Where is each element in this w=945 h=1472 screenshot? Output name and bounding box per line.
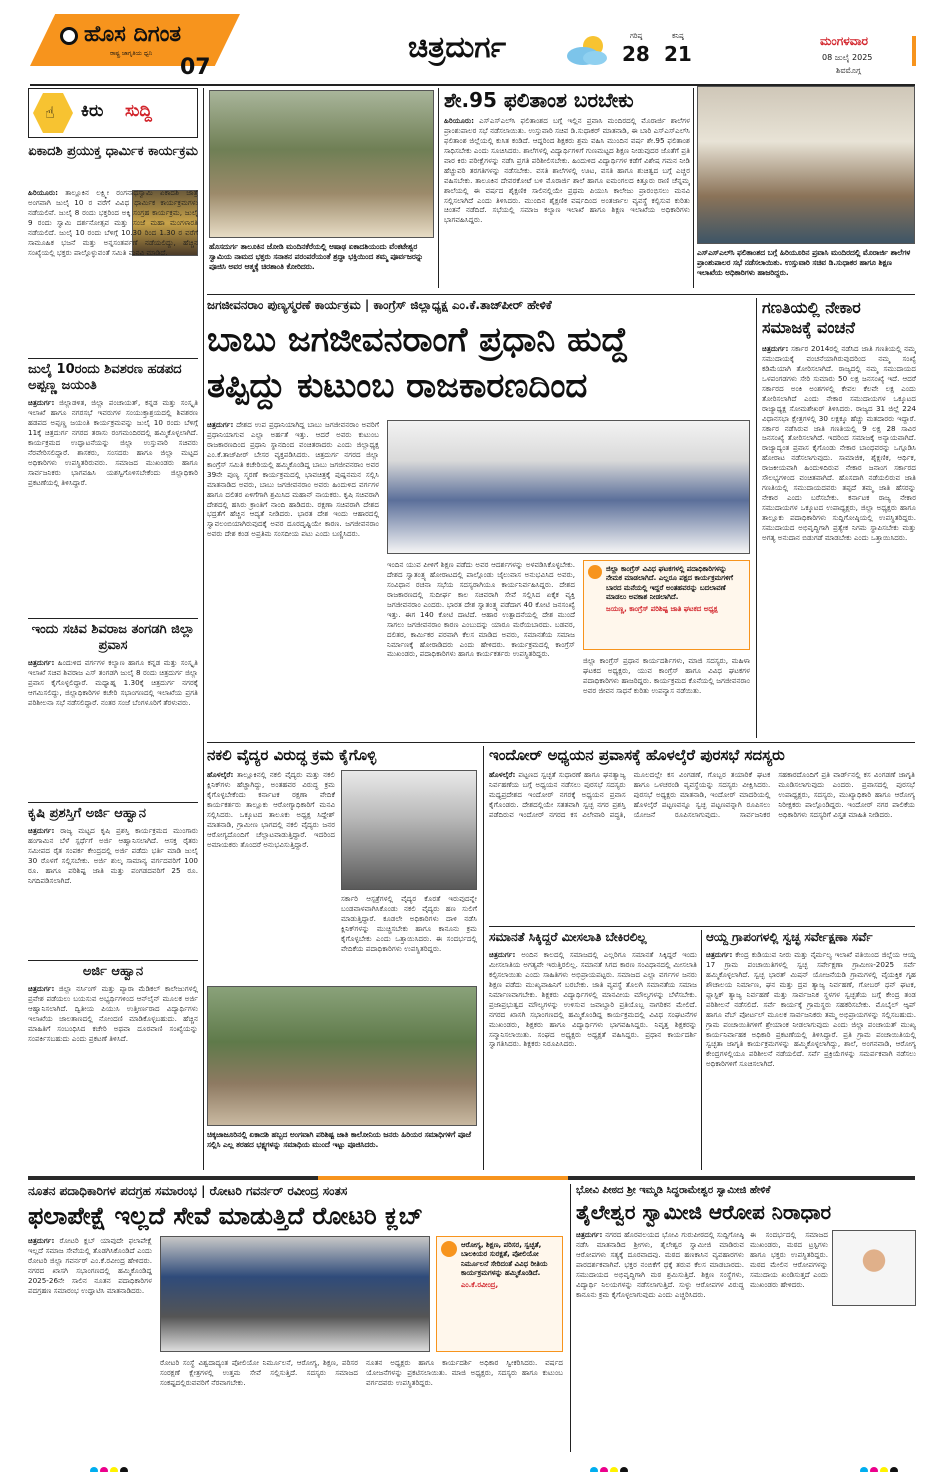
survey-dateline: ಚಿತ್ರದುರ್ಗ:: [706, 950, 733, 959]
chikkajajur-photo: [207, 986, 477, 1126]
kiru-rule-3: [28, 802, 198, 803]
bhovi-col-1-body: ನಗರದ ಹೊರವಲಯದ ಭೋವಿ ಗುರುಪೀಠದಲ್ಲಿ ಸುದ್ದಿಗೋಷ್ಠಿ ನಡೆಸಿ ಮಾತನಾಡಿದ ಶ್ರೀಗಳು, ತೈಲೇಶ್ವರ ಸ್ವಾಮೀಜಿ ಮಾಡಿರುವ ಆರೋಪಗಳು ಸತ್ಯಕ್ಕೆ ದೂರವಾದವು. ಮಠದ ಹಣಕಾಸಿನ ವ್ಯವಹಾರಗಳು ಪಾರದರ್ಶಕವಾಗಿವೆ. ಭಕ್ತರ ನಂಬಿಕೆಗೆ ಧಕ್ಕೆ ತರುವ ಕೆಲಸ ಮಾಡಬಾರದು.: [576, 1230, 744, 1269]
kiru-item-4-body: ರಾಜ್ಯ ಮಟ್ಟದ ಕೃಷಿ ಪ್ರಶಸ್ತಿ ಕಾರ್ಯಕ್ರಮದ ಮುಂಗಾರು ಹಂಗಾಮಿನ ಬೆಳೆ ಸ್ಪರ್ಧೆಗೆ ಅರ್ಜಿ ಆಹ್ವಾನಿಸಲಾಗಿದೆ. ಆಸಕ್ತ ರೈತರು ಸಮೀಪದ ರೈತ ಸಂಪರ್ಕ ಕೇಂದ್ರದಲ್ಲಿ ಅರ್ಜಿ ಪಡೆದು ಭರ್ತಿ ಮಾಡಿ ಜುಲೈ 30 ರೊಳಗೆ ಸಲ್ಲಿಸಬೇಕು. ಅರ್ಜಿ ಶುಲ್ಕ ಸಾಮಾನ್ಯ ವರ್ಗದವರಿಗೆ 100 ರೂ. ಹಾಗೂ ಪರಿಶಿಷ್ಟ ಜಾತಿ ಮತ್ತು ಪಂಗಡದವರಿಗೆ 25 ರೂ. ನಿಗದಿಪಡಿಸಲಾಗಿದೆ.: [28, 826, 198, 885]
kiru-item-2-head: ಜುಲೈ 10ರಂದು ಶಿವಶರಣ ಹಡಪದ ಅಪ್ಪಣ್ಣ ಜಯಂತಿ: [28, 362, 182, 394]
kiru-item-1-text: [28, 188, 198, 354]
masthead-date: 08 ಜುಲೈ 2025: [822, 53, 873, 62]
kiru-rule-2: [28, 618, 198, 619]
fake-doctors-dateline: ಹೊಳಲ್ಕೆರೆ:: [207, 770, 234, 779]
bhovi-col-2: [750, 1230, 916, 1452]
kiru-item-5-text: [28, 984, 198, 1170]
rotary-story: [28, 1184, 563, 1452]
lead-story: [207, 298, 750, 738]
weavers-text: [762, 344, 916, 738]
top-row-rule: [207, 294, 915, 295]
kiru-item-2-dateline: ಚಿತ್ರದುರ್ಗ:: [28, 398, 55, 407]
bottom-color-strip-mid: [318, 1176, 568, 1180]
kiru-item-2-body: ಜಿಲ್ಲಾಡಳಿತ, ಜಿಲ್ಲಾ ಪಂಚಾಯತ್, ಕನ್ನಡ ಮತ್ತು ಸಂಸ್ಕೃತಿ ಇಲಾಖೆ ಹಾಗೂ ನಗರಸಭೆ ಇವರುಗಳ ಸಂಯುಕ್ತಾಶ್ರಯದಲ್ಲಿ ಶಿವಶರಣ ಹಡಪದ ಅಪ್ಪಣ್ಣ ಜಯಂತಿ ಕಾರ್ಯಕ್ರಮವನ್ನು ಜುಲೈ 10 ರಂದು ಬೆಳಿಗ್ಗೆ 11ಕ್ಕೆ ಚಿತ್ರದುರ್ಗ ನಗರದ ತರಾಸು ರಂಗಮಂದಿರದಲ್ಲಿ ಹಮ್ಮಿಕೊಳ್ಳಲಾಗಿದೆ. ಕಾರ್ಯಕ್ರಮದ ಉದ್ಘಾಟನೆಯನ್ನು ಜಿಲ್ಲಾ ಉಸ್ತುವಾರಿ ಸಚಿವರು ನೆರವೇರಿಸಲಿದ್ದಾರೆ. ಶಾಸಕರು, ಸಂಸದರು ಹಾಗೂ ಜಿಲ್ಲಾ ಮಟ್ಟದ ಅಧಿಕಾರಿಗಳು ಉಪಸ್ಥಿತರಿರುವರು. ಸಮಾಜದ ಮುಖಂಡರು ಹಾಗೂ ಸಾರ್ವಜನಿಕರು ಭಾಗವಹಿಸಿ ಯಶಸ್ವಿಗೊಳಿಸಬೇಕೆಂದು ಜಿಲ್ಲಾಧಿಕಾರಿ ಪ್ರಕಟಣೆಯಲ್ಲಿ ತಿಳಿಸಿದ್ದಾರೆ.: [28, 398, 199, 487]
rotary-dateline: ಚಿತ್ರದುರ್ಗ:: [28, 1236, 55, 1245]
fake-doctors-text-2: [341, 894, 477, 978]
masthead-logo-sub: ರಾಷ್ಟ್ರ ಜಾಗೃತಿಯ ಧ್ವನಿ: [110, 50, 153, 57]
sslc-meeting-photo: [697, 86, 915, 244]
kiru-item-4-text: [28, 826, 198, 956]
masthead: [0, 0, 945, 86]
bhovi-col-1: [576, 1230, 744, 1452]
masthead-place: ಶಿವಮೊಗ್ಗ: [836, 66, 861, 75]
max-temp: 28: [622, 42, 650, 66]
rotary-headline: ಫಲಾಪೇಕ್ಷೆ ಇಲ್ಲದೆ ಸೇವೆ ಮಾಡುತ್ತಿದೆ ರೋಟರಿ ಕ್ಲಬ್: [28, 1202, 423, 1230]
survey-body: ಕೇಂದ್ರ ಕುಡಿಯುವ ನೀರು ಮತ್ತು ನೈರ್ಮಲ್ಯ ಇಲಾಖೆ ವತಿಯಿಂದ ಜಿಲ್ಲೆಯ ಆಯ್ದ 17 ಗ್ರಾಮ ಪಂಚಾಯಿತಿಗಳಲ್ಲಿ ಸ್ವಚ್ಛ ಸರ್ವೇಕ್ಷಣಾ ಗ್ರಾಮೀಣ-2025 ಸರ್ವೆ ಹಮ್ಮಿಕೊಳ್ಳಲಾಗಿದೆ. ಸ್ವಚ್ಛ ಭಾರತ್ ಮಿಷನ್ ಯೋಜನೆಯಡಿ ಗ್ರಾಮಗಳಲ್ಲಿ ವೈಯಕ್ತಿಕ ಗೃಹ ಶೌಚಾಲಯ ನಿರ್ಮಾಣ, ಘನ ಮತ್ತು ದ್ರವ ತ್ಯಾಜ್ಯ ನಿರ್ವಹಣೆ, ಗೋಬರ್ ಧನ್ ಘಟಕ, ಪ್ಲಾಸ್ಟಿಕ್ ತ್ಯಾಜ್ಯ ನಿರ್ವಹಣೆ ಮತ್ತು ಸಾರ್ವಜನಿಕ ಸ್ಥಳಗಳ ಸ್ವಚ್ಛತೆಯ ಬಗ್ಗೆ ಕೇಂದ್ರ ತಂಡ ಪರಿಶೀಲನೆ ನಡೆಸಲಿದೆ. ಸರ್ವೆ ಕಾರ್ಯಕ್ಕೆ ಗ್ರಾಮಸ್ಥರು ಸಹಕರಿಸಬೇಕು. ಮೊಬೈಲ್ ಆ್ಯಪ್ ಹಾಗೂ ವೆಬ್ ಪೋರ್ಟಲ್ ಮೂಲಕ ಸಾರ್ವಜನಿಕರು ತಮ್ಮ ಅಭಿಪ್ರಾಯಗಳನ್ನು ಸಲ್ಲಿಸಬಹುದು. ಗ್ರಾಮ ಪಂಚಾಯಿತಿಗಳಿಗೆ ಶ್ರೇಯಾಂಕ ನೀಡಲಾಗುವುದು ಎಂದು ಜಿಲ್ಲಾ ಪಂಚಾಯತ್ ಮುಖ್ಯ ಕಾರ್ಯನಿರ್ವಾಹಕ ಅಧಿಕಾರಿ ಪ್ರಕಟಣೆಯಲ್ಲಿ ತಿಳಿಸಿದ್ದಾರೆ. ಪ್ರತಿ ಗ್ರಾಮ ಪಂಚಾಯಿತಿಯಲ್ಲಿ ಸ್ವಚ್ಛತಾ ಜಾಗೃತಿ ಕಾರ್ಯಕ್ರಮಗಳನ್ನು ಹಮ್ಮಿಕೊಳ್ಳಲಾಗಿದ್ದು, ಶಾಲೆ, ಅಂಗನವಾಡಿ, ಆರೋಗ್ಯ ಕೇಂದ್ರಗಳಲ್ಲಿಯೂ ಪರಿಶೀಲನೆ ನಡೆಯಲಿದೆ. ಸರ್ವೆ ಪ್ರಕ್ರಿಯೆಗಳನ್ನು ಸಮರ್ಪಕವಾಗಿ ನಡೆಸಲು ಅಧಿಕಾರಿಗಳಿಗೆ ಸೂಚಿಸಲಾಗಿದೆ.: [706, 950, 916, 1069]
indore-rule: [489, 926, 915, 927]
weather-icon: [565, 32, 613, 68]
fake-doctors-text-1: [207, 770, 335, 978]
sslc-story: [444, 88, 690, 292]
lead-col-3: [387, 560, 575, 738]
fake-doctors-photo: [341, 770, 477, 890]
kirusuddi-divider: [203, 88, 204, 1170]
rotary-col-3: [366, 1358, 563, 1452]
bottom-color-strip-right: [568, 1176, 915, 1180]
rotary-col-2-body: ರೋಟರಿ ಸಂಸ್ಥೆ ವಿಶ್ವದಾದ್ಯಂತ ಪೋಲಿಯೋ ನಿರ್ಮೂಲನೆ, ಆರೋಗ್ಯ, ಶಿಕ್ಷಣ, ಪರಿಸರ ಸಂರಕ್ಷಣೆ ಕ್ಷೇತ್ರಗಳಲ್ಲಿ ಉತ್ತಮ ಸೇವೆ ಸಲ್ಲಿಸುತ್ತಿದೆ. ಸದಸ್ಯರು ಸಮಾಜದ ಸಂಕಷ್ಟದಲ್ಲಿರುವವರಿಗೆ ನೆರವಾಗಬೇಕು.: [160, 1358, 358, 1387]
kiru-item-5: [28, 964, 198, 1170]
teachers-body: ಅಂದಿನ ಕಾಲದಲ್ಲಿ ಸಮಾಜದಲ್ಲಿ ಎಲ್ಲರಿಗೂ ಸಮಾನತೆ ಸಿಕ್ಕಿದ್ದರೆ ಇಂದು ಮೀಸಲಾತಿಯ ಅಗತ್ಯವೇ ಇರುತ್ತಿರಲಿಲ್ಲ. ಸಮಾನತೆ ಸಿಗದ ಕಾರಣ ಸಂವಿಧಾನದಲ್ಲಿ ಮೀಸಲಾತಿ ಕಲ್ಪಿಸಲಾಯಿತು ಎಂದು ಸಾಹಿತಿಗಳು ಅಭಿಪ್ರಾಯಪಟ್ಟರು. ಸಮಾಜದ ಎಲ್ಲಾ ವರ್ಗಗಳ ಜನರು ಶಿಕ್ಷಣ ಪಡೆದು ಮುಖ್ಯವಾಹಿನಿಗೆ ಬರಬೇಕು. ಜಾತಿ ವ್ಯವಸ್ಥೆ ತೊಲಗಿ ಸಮಾನತೆಯ ಸಮಾಜ ನಿರ್ಮಾಣವಾಗಬೇಕು. ಶಿಕ್ಷಕರು ವಿದ್ಯಾರ್ಥಿಗಳಲ್ಲಿ ಮಾನವೀಯ ಮೌಲ್ಯಗಳನ್ನು ಬೆಳೆಸಬೇಕು. ಪ್ರಜಾಪ್ರಭುತ್ವದ ಮೌಲ್ಯಗಳನ್ನು ಉಳಿಸುವ ಜವಾಬ್ದಾರಿ ಪ್ರತಿಯೊಬ್ಬ ನಾಗರಿಕನ ಮೇಲಿದೆ. ನಗರದ ಖಾಸಗಿ ಸಭಾಂಗಣದಲ್ಲಿ ಹಮ್ಮಿಕೊಂಡಿದ್ದ ಕಾರ್ಯಕ್ರಮದಲ್ಲಿ ವಿವಿಧ ಸಂಘಟನೆಗಳ ಮುಖಂಡರು, ಶಿಕ್ಷಕರು ಹಾಗೂ ವಿದ್ಯಾರ್ಥಿಗಳು ಭಾಗವಹಿಸಿದ್ದರು. ನಿವೃತ್ತ ಶಿಕ್ಷಕರನ್ನು ಸನ್ಮಾನಿಸಲಾಯಿತು. ಸಂಘದ ಅಧ್ಯಕ್ಷರು ಅಧ್ಯಕ್ಷತೆ ವಹಿಸಿದ್ದರು. ಪ್ರಧಾನ ಕಾರ್ಯದರ್ಶಿ ಸ್ವಾಗತಿಸಿದರು. ಶಿಕ್ಷಕರು ನಿರೂಪಿಸಿದರು.: [489, 950, 697, 1049]
lead-col-4-body: ಜಿಲ್ಲಾ ಕಾಂಗ್ರೆಸ್ ಪ್ರಧಾನ ಕಾರ್ಯದರ್ಶಿಗಳು, ಮಾಜಿ ಸದಸ್ಯರು, ಮಹಿಳಾ ಘಟಕದ ಅಧ್ಯಕ್ಷರು, ಯುವ ಕಾಂಗ್ರೆಸ್ ಹಾಗೂ ವಿವಿಧ ಘಟಕಗಳ ಪದಾಧಿಕಾರಿಗಳು ಹಾಜರಿದ್ದರು. ಕಾರ್ಯಕ್ರಮದ ಕೊನೆಯಲ್ಲಿ ಜಗಜೀವನರಾಂ ಅವರ ಜೀವನ ಸಾಧನೆ ಕುರಿತು ಉಪನ್ಯಾಸ ನಡೆಯಿತು.: [583, 656, 750, 695]
sslc-dateline: ಹಿರಿಯೂರು:: [444, 116, 474, 125]
bhovi-story: [576, 1184, 916, 1452]
rotary-col-2: [160, 1358, 358, 1452]
rotary-photo: [160, 1236, 430, 1352]
sslc-head: ಶೇ.95 ಫಲಿತಾಂಶ ಬರಬೇಕು: [444, 88, 634, 112]
survey-text: [706, 950, 916, 1170]
registration-dots-mid: [590, 1460, 630, 1472]
teachers-text: [489, 950, 697, 1170]
fake-doctors-story: [207, 746, 477, 1170]
indore-head: ಇಂದೋರ್ ಅಧ್ಯಯನ ಪ್ರವಾಸಕ್ಕೆ ಹೊಳಲ್ಕೆರೆ ಪುರಸಭೆ ಸದಸ್ಯರು: [489, 746, 785, 764]
bhovi-col-3-body: ಈ ಸಂದರ್ಭದಲ್ಲಿ ಸಮಾಜದ ಮುಖಂಡರು, ಮಠದ ಟ್ರಸ್ಟಿಗಳು ಹಾಗೂ ಭಕ್ತರು ಉಪಸ್ಥಿತರಿದ್ದರು. ಮಠದ ಮೇಲಿನ ಆರೋಪಗಳನ್ನು ಸಮುದಾಯ ಖಂಡಿಸುತ್ತದೆ ಎಂದು ಮುಖಂಡರು ಹೇಳಿದರು.: [750, 1230, 828, 1289]
kiru-item-3-text: [28, 658, 198, 798]
bhovi-col-2-body: ಸಮುದಾಯದ ಅಭಿವೃದ್ಧಿಗಾಗಿ ಮಠ ಶ್ರಮಿಸುತ್ತಿದೆ. ಶಿಕ್ಷಣ ಸಂಸ್ಥೆಗಳು, ವಿದ್ಯಾರ್ಥಿ ನಿಲಯಗಳನ್ನು ನಡೆಸಲಾಗುತ್ತಿದೆ. ಸುಳ್ಳು ಆರೋಪಗಳ ವಿರುದ್ಧ ಕಾನೂನು ಕ್ರಮ ಕೈಗೊಳ್ಳಲಾಗುವುದು ಎಂದು ಎಚ್ಚರಿಸಿದರು.: [576, 1269, 744, 1299]
top-divider-2: [693, 88, 694, 288]
lead-divider: [756, 298, 757, 738]
masthead-day: ಮಂಗಳವಾರ: [820, 34, 869, 48]
ancestor-pooja-caption: ಹೊಸದುರ್ಗ ತಾಲೂಕಿನ ಜೋಡಿ ಮಂದಿನಕೆರೆಯಲ್ಲಿ ಆಷಾಢ ಏಕಾದಶಿಯಂದು ವೆಂಕಟೇಶ್ವರ ಸ್ವಾಮಿಯ ನಾಮದ ಭಕ್ತರು ಸನಾತನ ಪರಂಪರೆಯಂತೆ ಶ್ರದ್ಧಾ ಭಕ್ತಿಯಿಂದ ತಮ್ಮ ಪೂರ್ವಜರನ್ನು ಪೂಜಿಸಿ ಅವರ ಆತ್ಮಕ್ಕೆ ಚಿರಶಾಂತಿ ಕೋರಿದರು.: [209, 242, 424, 271]
kirusuddi-title-b: ಸುದ್ದಿ: [125, 101, 152, 121]
lead-col-1: [207, 420, 379, 738]
lead-headline-2: ತಪ್ಪಿದ್ದು ಕುಟುಂಬ ರಾಜಕಾರಣದಿಂದ: [207, 366, 588, 406]
min-temp-label: ಕನಿಷ್ಠ: [672, 32, 684, 40]
kiru-item-5-head: ಅರ್ಜಿ ಆಹ್ವಾನ: [82, 964, 144, 979]
kiru-rule-1: [28, 358, 198, 359]
fake-doctors-body-2: ಸರ್ಕಾರಿ ಆಸ್ಪತ್ರೆಗಳಲ್ಲಿ ವೈದ್ಯರ ಕೊರತೆ ಇರುವುದನ್ನೇ ಬಂಡವಾಳವಾಗಿಸಿಕೊಂಡು ನಕಲಿ ವೈದ್ಯರು ಹಣ ಸುಲಿಗೆ ಮಾಡುತ್ತಿದ್ದಾರೆ. ಕೂಡಲೇ ಅಧಿಕಾರಿಗಳು ದಾಳಿ ನಡೆಸಿ ಕ್ಲಿನಿಕ್‍ಗಳನ್ನು ಮುಚ್ಚಿಸಬೇಕು ಹಾಗೂ ಕಾನೂನು ಕ್ರಮ ಕೈಗೊಳ್ಳಬೇಕು ಎಂದು ಒತ್ತಾಯಿಸಿದರು. ಈ ಸಂದರ್ಭದಲ್ಲಿ ವೇದಿಕೆಯ ಪದಾಧಿಕಾರಿಗಳು ಉಪಸ್ಥಿತರಿದ್ದರು.: [341, 894, 477, 953]
sslc-caption: ಎಸ್‍ಎಸ್‍ಎಲ್‍ಸಿ ಫಲಿತಾಂಶದ ಬಗ್ಗೆ ಹಿರಿಯೂರಿನ ಪ್ರವಾಸಿ ಮಂದಿರದಲ್ಲಿ ಮೊರಾರ್ಜಿ ಶಾಲೆಗಳ ಪ್ರಾಂಶುಪಾಲರ ಸಭೆ ನಡೆಸಲಾಯಿತು. ಉಸ್ತುವಾರಿ ಸಚಿವ ಡಿ.ಸುಧಾಕರ ಹಾಗೂ ಶಿಕ್ಷಣ ಇಲಾಖೆಯ ಅಧಿಕಾರಿಗಳು ಹಾಜರಿದ್ದರು.: [697, 248, 911, 277]
registration-dots-right: [860, 1460, 900, 1472]
kiru-item-1-head: ಏಕಾದಶಿ ಪ್ರಯುಕ್ತ ಧಾರ್ಮಿಕ ಕಾರ್ಯಕ್ರಮ: [28, 144, 198, 159]
max-temp-label: ಗರಿಷ್ಠ: [630, 32, 643, 40]
kiru-item-4-dateline: ಚಿತ್ರದುರ್ಗ:: [28, 826, 55, 835]
congress-event-photo: [387, 420, 750, 554]
rotary-col-1: [28, 1236, 152, 1452]
sslc-body: ಎಸ್‍ಎಸ್‍ಎಲ್‍ಸಿ ಫಲಿತಾಂಶದ ಬಗ್ಗೆ ಇಲ್ಲಿನ ಪ್ರವಾಸಿ ಮಂದಿರದಲ್ಲಿ ಮೊರಾರ್ಜಿ ಶಾಲೆಗಳ ಪ್ರಾಂಶುಪಾಲರ ಸಭೆ ನಡೆಸಲಾಯಿತು. ಉಸ್ತುವಾರಿ ಸಚಿವ ಡಿ.ಸುಧಾಕರ್ ಮಾತನಾಡಿ, ಈ ಬಾರಿ ಎಸ್‍ಎಸ್‍ಎಲ್‍ಸಿ ಫಲಿತಾಂಶ ಜಿಲ್ಲೆಯಲ್ಲಿ ಕುಸಿತ ಕಂಡಿದೆ. ಆದ್ದರಿಂದ ಶಿಕ್ಷಕರು ಶ್ರಮ ವಹಿಸಿ ಮುಂದಿನ ವರ್ಷ ಶೇ.95 ಫಲಿತಾಂಶ ಸಾಧಿಸಬೇಕು ಎಂದು ಸೂಚಿಸಿದರು. ಶಾಲೆಗಳಲ್ಲಿ ವಿದ್ಯಾರ್ಥಿಗಳಿಗೆ ಗುಣಮಟ್ಟದ ಶಿಕ್ಷಣ ನೀಡುವುದರ ಜೊತೆಗೆ ಪ್ರತಿ ವಾರ ಕಿರು ಪರೀಕ್ಷೆಗಳನ್ನು ನಡೆಸಿ ಪ್ರಗತಿ ಪರಿಶೀಲಿಸಬೇಕು. ಹಿಂದುಳಿದ ವಿದ್ಯಾರ್ಥಿಗಳ ಕಡೆಗೆ ವಿಶೇಷ ಗಮನ ನೀಡಿ ಹೆಚ್ಚುವರಿ ತರಗತಿಗಳನ್ನು ನಡೆಸಬೇಕು. ವಸತಿ ಶಾಲೆಗಳಲ್ಲಿ ಊಟ, ವಸತಿ ಹಾಗೂ ಶುಚಿತ್ವದ ಬಗ್ಗೆ ಎಚ್ಚರ ವಹಿಸಬೇಕು. ತಾಲೂಕಿನ ದೇವರಕೋಟೆ ಬಳಿ ಮೊರಾರ್ಜಿ ಶಾಲೆ ಹಾಗೂ ಐಮಂಗಲದ ಕಿತ್ತೂರು ರಾಣಿ ಚೆನ್ನಮ್ಮ ಶಾಲೆಯಲ್ಲಿ ಈ ವರ್ಷದ ಶೈಕ್ಷಣಿಕ ಸಾಲಿನಲ್ಲಿಯೇ ಪ್ರಥಮ ಪಿಯುಸಿ ಕಾಲೇಜು ಪ್ರಾರಂಭಿಸಲು ಮನವಿ ಸಲ್ಲಿಸಲಾಗಿದೆ ಎಂದು ತಿಳಿಸಿದರು. ಮುಂದಿನ ಶೈಕ್ಷಣಿಕ ವರ್ಷದಿಂದ ಅಂತರ್ಜಾಲ ವ್ಯವಸ್ಥೆ ಕಲ್ಪಿಸುವ ಕುರಿತು ಚಿಂತನೆ ನಡೆದಿದೆ. ಸಭೆಯಲ್ಲಿ ಸಮಾಜ ಕಲ್ಯಾಣ ಇಲಾಖೆ ಹಾಗೂ ಶಿಕ್ಷಣ ಇಲಾಖೆಯ ಅಧಿಕಾರಿಗಳು ಭಾಗವಹಿಸಿದ್ದರು.: [444, 116, 690, 225]
rotary-col-1-body: ರೋಟರಿ ಕ್ಲಬ್ ಯಾವುದೇ ಫಲಾಪೇಕ್ಷೆ ಇಲ್ಲದೆ ಸಮಾಜ ಸೇವೆಯಲ್ಲಿ ತೊಡಗಿಸಿಕೊಂಡಿದೆ ಎಂದು ರೋಟರಿ ಜಿಲ್ಲಾ ಗವರ್ನರ್ ಎಂ.ಕೆ.ರವೀಂದ್ರ ಹೇಳಿದರು. ನಗರದ ಖಾಸಗಿ ಸಭಾಂಗಣದಲ್ಲಿ ಹಮ್ಮಿಕೊಂಡಿದ್ದ 2025-26ನೇ ಸಾಲಿನ ನೂತನ ಪದಾಧಿಕಾರಿಗಳ ಪದಗ್ರಹಣ ಸಮಾರಂಭ ಉದ್ಘಾಟಿಸಿ ಮಾತನಾಡಿದರು.: [28, 1236, 152, 1295]
kiru-item-1-body: ತಾಲ್ಲೂಕಿನ ಲಕ್ಷ್ಮೀ ರಂಗನಾಥಸ್ವಾಮಿ ಏಕಾದಶಿ ಜಾತ್ರೆ ಅಂಗವಾಗಿ ಜುಲೈ 10 ರ ವರೆಗೆ ವಿವಿಧ ಧಾರ್ಮಿಕ ಕಾರ್ಯಕ್ರಮಗಳು ನಡೆಯಲಿವೆ. ಜುಲೈ 8 ರಂದು ಭಕ್ತರಿಂದ ಅಕ್ಕಿ ಸಂಗ್ರಹ ಕಾರ್ಯಕ್ರಮ, ಜುಲೈ 9 ರಂದು ಸ್ವಾಮಿ ದರ್ಶನೋತ್ಸವ ಮತ್ತು ಸಂಜೆ ಮಹಾ ಮಂಗಳಾರತಿ ನಡೆಯಲಿದೆ. ಜುಲೈ 10 ರಂದು ಬೆಳಿಗ್ಗೆ 10.30 ರಿಂದ 1.30 ರ ವರೆಗೆ ಸಾಮೂಹಿಕ ಭಜನೆ ಮತ್ತು ಅನ್ನಸಂತರ್ಪಣೆ ನಡೆಯಲಿದ್ದು, ಹೆಚ್ಚಿನ ಸಂಖ್ಯೆಯಲ್ಲಿ ಭಕ್ತರು ಪಾಲ್ಗೊಳ್ಳುವಂತೆ ಸಮಿತಿ ಮನವಿ ಮಾಡಿದೆ.: [28, 188, 198, 257]
rotary-kicker: ನೂತನ ಪದಾಧಿಕಾರಿಗಳ ಪದಗ್ರಹ ಸಮಾರಂಭ | ರೋಟರಿ ಗವರ್ನರ್ ರವೀಂದ್ರ ಸಂತಸ: [28, 1184, 348, 1198]
lead-headline-1: ಬಾಬು ಜಗಜೀವನರಾಂಗೆ ಪ್ರಧಾನಿ ಹುದ್ದೆ: [207, 320, 628, 360]
lead-dateline: ಚಿತ್ರದುರ್ಗ:: [207, 420, 234, 429]
fake-doctors-body-1: ತಾಲ್ಲೂಕಿನಲ್ಲಿ ನಕಲಿ ವೈದ್ಯರು ಮತ್ತು ನಕಲಿ ಕ್ಲಿನಿಕ್‍ಗಳು ಹೆಚ್ಚಾಗಿದ್ದು, ಅಂತಹವರ ವಿರುದ್ಧ ಕ್ರಮ ಕೈಗೊಳ್ಳಬೇಕೆಂದು ಕರ್ನಾಟಕ ರಕ್ಷಣಾ ವೇದಿಕೆ ಕಾರ್ಯಕರ್ತರು ತಾಲ್ಲೂಕು ಆರೋಗ್ಯಾಧಿಕಾರಿಗೆ ಮನವಿ ಸಲ್ಲಿಸಿದರು. ಒಕ್ಕೂಟದ ತಾಲೂಕು ಅಧ್ಯಕ್ಷ ಸಿದ್ದೇಶ್ ಮಾತನಾಡಿ, ಗ್ರಾಮೀಣ ಭಾಗದಲ್ಲಿ ನಕಲಿ ವೈದ್ಯರು ಜನರ ಆರೋಗ್ಯದೊಂದಿಗೆ ಚೆಲ್ಲಾಟವಾಡುತ್ತಿದ್ದಾರೆ. ಇದರಿಂದ ಅಮಾಯಕರು ತೊಂದರೆ ಅನುಭವಿಸುತ್ತಿದ್ದಾರೆ.: [207, 770, 335, 849]
survey-story: [706, 930, 916, 1170]
indore-text: [489, 770, 915, 922]
kiru-item-3-dateline: ಚಿತ್ರದುರ್ಗ:: [28, 658, 55, 667]
hand-icon: ☝: [45, 103, 55, 122]
indore-dateline: ಹೊಳಲ್ಕೆರೆ:: [489, 770, 516, 779]
bottom-divider-3: [570, 1184, 571, 1452]
kiru-item-3: [28, 622, 198, 798]
rotary-quote-icon: [441, 1241, 457, 1257]
bhovi-dateline: ಚಿತ್ರದುರ್ಗ:: [576, 1230, 603, 1239]
kirusuddi-column: [28, 88, 200, 1170]
lead-col-3-body: ಇಂದಿನ ಯುವ ಪೀಳಿಗೆ ಶಿಕ್ಷಣ ಪಡೆದು ಅವರ ಆದರ್ಶಗಳನ್ನು ಅಳವಡಿಸಿಕೊಳ್ಳಬೇಕು. ದೇಶದ ಸ್ವಾತಂತ್ರ್ಯ ಹೋರಾಟದಲ್ಲಿ ಪಾಲ್ಗೊಂಡು ಜೈಲುವಾಸ ಅನುಭವಿಸಿದ ಅವರು, ಸಂವಿಧಾನ ರಚನಾ ಸಭೆಯ ಸದಸ್ಯರಾಗಿಯೂ ಕಾರ್ಯನಿರ್ವಹಿಸಿದ್ದರು. ದೇಶದ ರಾಜಕಾರಣದಲ್ಲಿ ಸುದೀರ್ಘ ಕಾಲ ಸಚಿವರಾಗಿ ಸೇವೆ ಸಲ್ಲಿಸಿದ ಏಕೈಕ ವ್ಯಕ್ತಿ ಜಗಜೀವನರಾಂ ಎಂದರು.: [387, 560, 575, 609]
city-title: ಚಿತ್ರದುರ್ಗ: [408, 30, 507, 65]
middle-row-rule: [207, 742, 915, 743]
weavers-body: ಸರ್ಕಾರ 2014ರಲ್ಲಿ ನಡೆಸಿದ ಜಾತಿ ಗಣತಿಯಲ್ಲಿ ನಮ್ಮ ಸಮುದಾಯಕ್ಕೆ ವಂಚನೆಯಾಗಿರುವುದರಿಂದ ನಮ್ಮ ಸಂಖ್ಯೆ ಕಡಿಮೆಯಾಗಿ ತೋರಿಸಲಾಗಿದೆ. ರಾಜ್ಯದಲ್ಲಿ ನಮ್ಮ ಸಮುದಾಯದ ಒಳಪಂಗಡಗಳು ಸೇರಿ ಸುಮಾರು 50 ಲಕ್ಷ ಜನಸಂಖ್ಯೆ ಇದೆ. ಆದರೆ ಸರ್ಕಾರದ ಅಂಕಿ ಅಂಶಗಳಲ್ಲಿ ಕೇವಲ ಕೆಲವೇ ಲಕ್ಷ ಎಂದು ತೋರಿಸಲಾಗಿದೆ ಎಂದು ನೇಕಾರ ಸಮುದಾಯಗಳ ಒಕ್ಕೂಟದ ರಾಜ್ಯಾಧ್ಯಕ್ಷ ಸೋಮಶೇಖರ್ ತಿಳಿಸಿದರು. ರಾಜ್ಯದ 31 ಜಿಲ್ಲೆ 224 ವಿಧಾನಸಭಾ ಕ್ಷೇತ್ರಗಳಲ್ಲಿ 30 ಲಕ್ಷಕ್ಕೂ ಹೆಚ್ಚು ಮತದಾರರು ಇದ್ದಾರೆ. ಸರ್ಕಾರ ನಡೆಸಿರುವ ಜಾತಿ ಗಣತಿಯಲ್ಲಿ 9 ಲಕ್ಷ 28 ಸಾವಿರ ಜನಸಂಖ್ಯೆ ತೋರಿಸಲಾಗಿದೆ. ಇದರಿಂದ ಸಮಾಜಕ್ಕೆ ಅನ್ಯಾಯವಾಗಿದೆ. ರಾಜ್ಯಾದ್ಯಂತ ಪ್ರವಾಸ ಕೈಗೊಂಡು ನೇಕಾರ ಬಾಂಧವರನ್ನು ಒಗ್ಗೂಡಿಸಿ ಹೋರಾಟ ನಡೆಸಲಾಗುವುದು. ಸಾಮಾಜಿಕ, ಶೈಕ್ಷಣಿಕ, ಆರ್ಥಿಕ, ರಾಜಕೀಯವಾಗಿ ಹಿಂದುಳಿದಿರುವ ನೇಕಾರ ಜನಾಂಗ ಸರ್ಕಾರದ ಸೌಲಭ್ಯಗಳಿಂದ ವಂಚಿತವಾಗಿದೆ. ಹೊಸದಾಗಿ ನಡೆಯಲಿರುವ ಜಾತಿ ಗಣತಿಯಲ್ಲಿ ಸಮುದಾಯದವರು ತಪ್ಪದೆ ತಮ್ಮ ಜಾತಿ ಹೆಸರನ್ನು ನೇಕಾರ ಎಂದು ಬರೆಸಬೇಕು. ಕರ್ನಾಟಕ ರಾಜ್ಯ ನೇಕಾರ ಸಮುದಾಯಗಳ ಒಕ್ಕೂಟದ ಉಪಾಧ್ಯಕ್ಷರು, ಜಿಲ್ಲಾ ಅಧ್ಯಕ್ಷರು ಹಾಗೂ ತಾಲ್ಲೂಕು ಪದಾಧಿಕಾರಿಗಳು ಸುದ್ದಿಗೋಷ್ಠಿಯಲ್ಲಿ ಉಪಸ್ಥಿತರಿದ್ದರು. ಸಮುದಾಯದ ಅಭಿವೃದ್ಧಿಗಾಗಿ ಪ್ರತ್ಯೇಕ ನಿಗಮ ಸ್ಥಾಪಿಸಬೇಕು ಮತ್ತು ಅಗತ್ಯ ಅನುದಾನ ಬಿಡುಗಡೆ ಮಾಡಬೇಕು ಎಂದು ಒತ್ತಾಯಿಸಿದರು.: [762, 344, 916, 542]
quote-icon: [588, 565, 602, 579]
weavers-dateline: ಚಿತ್ರದುರ್ಗ:: [762, 344, 789, 353]
page-number: 07: [180, 55, 211, 80]
kiru-item-3-body: ಹಿಂದುಳಿದ ವರ್ಗಗಳ ಕಲ್ಯಾಣ ಹಾಗೂ ಕನ್ನಡ ಮತ್ತು ಸಂಸ್ಕೃತಿ ಇಲಾಖೆ ಸಚಿವ ಶಿವರಾಜ ಎಸ್ ತಂಗಡಗಿ ಜುಲೈ 8 ರಂದು ಚಿತ್ರದುರ್ಗ ಜಿಲ್ಲಾ ಪ್ರವಾಸ ಕೈಗೊಳ್ಳಲಿದ್ದಾರೆ. ಮಧ್ಯಾಹ್ನ 1.30ಕ್ಕೆ ಚಿತ್ರದುರ್ಗ ನಗರಕ್ಕೆ ಆಗಮಿಸಲಿದ್ದು, ಜಿಲ್ಲಾಧಿಕಾರಿಗಳ ಕಚೇರಿ ಸಭಾಂಗಣದಲ್ಲಿ ಇಲಾಖೆಯ ಪ್ರಗತಿ ಪರಿಶೀಲನಾ ಸಭೆ ನಡೆಸಲಿದ್ದಾರೆ. ನಂತರ ಸಂಜೆ ಬೆಂಗಳೂರಿಗೆ ತೆರಳುವರು.: [28, 658, 198, 707]
lead-quote: ಜಿಲ್ಲಾ ಕಾಂಗ್ರೆಸ್ ವಿವಿಧ ಘಟಕಗಳಲ್ಲಿ ಪದಾಧಿಕಾರಿಗಳನ್ನು ನೇಮಕ ಮಾಡಲಾಗಿದೆ. ಎಲ್ಲರೂ ಪಕ್ಷದ ಕಾರ್ಯಕ್ರಮಗಳಿಗೆ ಬಾರದ ಮನೆಯಲ್ಲಿ ಇದ್ದರೆ ಅಂತಹವರನ್ನು ಬದಲಾವಣೆ ಮಾಡಲು ಅವಕಾಶ ನೀಡಲಾಗಿದೆ.: [606, 565, 733, 602]
kiru-item-2-text: [28, 398, 198, 612]
teachers-story: [489, 930, 697, 1170]
indore-story: [489, 746, 915, 922]
kiru-rule-4: [28, 960, 198, 961]
kiru-item-5-body: ಜಿಲ್ಲಾ ನರ್ಸಿಂಗ್ ಮತ್ತು ಪ್ಯಾರಾ ಮೆಡಿಕಲ್ ಕಾಲೇಜುಗಳಲ್ಲಿ ಪ್ರವೇಶ ಪಡೆಯಲು ಬಯಸುವ ಅಭ್ಯರ್ಥಿಗಳಿಂದ ಆನ್‍ಲೈನ್ ಮೂಲಕ ಅರ್ಜಿ ಆಹ್ವಾನಿಸಲಾಗಿದೆ. ದ್ವಿತೀಯ ಪಿಯುಸಿ ಉತ್ತೀರ್ಣರಾದ ವಿದ್ಯಾರ್ಥಿಗಳು ಇಲಾಖೆಯ ಜಾಲತಾಣದಲ್ಲಿ ನೋಂದಣಿ ಮಾಡಿಕೊಳ್ಳಬಹುದು. ಹೆಚ್ಚಿನ ಮಾಹಿತಿಗೆ ಸಂಬಂಧಿಸಿದ ಕಚೇರಿ ಅಥವಾ ದೂರವಾಣಿ ಸಂಖ್ಯೆಯನ್ನು ಸಂಪರ್ಕಿಸಬಹುದು ಎಂದು ಪ್ರಕಟಣೆ ತಿಳಿಸಿದೆ.: [28, 984, 198, 1043]
fake-doctors-head: ನಕಲಿ ವೈದ್ಯರ ವಿರುದ್ಧ ಕ್ರಮ ಕೈಗೊಳ್ಳಿ: [207, 746, 377, 764]
kiru-item-4: [28, 806, 198, 956]
kiru-item-1-dateline: ಹಿರಿಯೂರು:: [28, 188, 58, 197]
bottom-divider-1: [483, 746, 484, 1170]
rotary-col-3-body: ನೂತನ ಅಧ್ಯಕ್ಷರು ಹಾಗೂ ಕಾರ್ಯದರ್ಶಿ ಅಧಿಕಾರ ಸ್ವೀಕರಿಸಿದರು. ವರ್ಷದ ಯೋಜನೆಗಳನ್ನು ಪ್ರಕಟಿಸಲಾಯಿತು. ಮಾಜಿ ಅಧ್ಯಕ್ಷರು, ಸದಸ್ಯರು ಹಾಗೂ ಕುಟುಂಬ ವರ್ಗದವರು ಉಪಸ್ಥಿತರಿದ್ದರು.: [366, 1358, 563, 1387]
weavers-head-1: ಗಣತಿಯಲ್ಲಿ ನೇಕಾರ: [762, 298, 861, 317]
teachers-head: ಸಮಾನತೆ ಸಿಕ್ಕಿದ್ದರೆ ಮೀಸಲಾತಿ ಬೇಕಿರಲಿಲ್ಲ: [489, 930, 647, 944]
kiru-item-4-head: ಕೃಷಿ ಪ್ರಶಸ್ತಿಗೆ ಅರ್ಜಿ ಆಹ್ವಾನ: [28, 806, 146, 821]
top-divider-1: [438, 88, 439, 288]
teachers-dateline: ಚಿತ್ರದುರ್ಗ:: [489, 950, 516, 959]
lead-quote-by: ಜಯಣ್ಣ, ಕಾಂಗ್ರೆಸ್ ಪರಿಶಿಷ್ಟ ಜಾತಿ ಘಟಕದ ಅಧ್ಯಕ್ಷ: [606, 604, 718, 613]
masthead-accent-bar: [912, 36, 916, 66]
ancestor-pooja-photo: [209, 90, 434, 238]
rotary-quote-by: ಎಂ.ಕೆ.ರವೀಂದ್ರ,: [461, 1280, 499, 1289]
kirusuddi-header: [28, 88, 198, 138]
rotary-quote: ಆರೋಗ್ಯ, ಶಿಕ್ಷಣ, ಪರಿಸರ, ಸ್ವಚ್ಛತೆ, ಬಾಲಕಿಯರ ಸುರಕ್ಷತೆ, ಪೋಲಿಯೋ ನಿರ್ಮೂಲನೆ ಸೇರಿದಂತೆ ವಿವಿಧ ರೀತಿಯ ಕಾರ್ಯಕ್ರಮಗಳನ್ನು ಹಮ್ಮಿಕೊಂಡಿದೆ.: [461, 1241, 548, 1278]
lead-kicker: ಜಗಜೀವನರಾಂ ಪುಣ್ಯಸ್ಮರಣೆ ಕಾರ್ಯಕ್ರಮ | ಕಾಂಗ್ರೆಸ್ ಜಿಲ್ಲಾಧ್ಯಕ್ಷ ಎಂ.ಕೆ.ತಾಜ್‍ಪೀರ್ ಹೇಳಿಕೆ: [207, 298, 552, 312]
sslc-text: [444, 116, 690, 292]
masthead-logo-icon: [60, 27, 78, 45]
lead-col-4: [583, 656, 750, 738]
weavers-head-2: ಸಮಾಜಕ್ಕೆ ವಂಚನೆ: [762, 318, 855, 337]
bottom-divider-2: [701, 930, 702, 1170]
rotary-quote-box: [436, 1236, 563, 1352]
lead-col-1-body: ದೇಶದ ಉಪ ಪ್ರಧಾನಿಯಾಗಿದ್ದ ಬಾಬು ಜಗಜೀವನರಾಂ ಅವರಿಗೆ ಪ್ರಧಾನಿಯಾಗುವ ಎಲ್ಲಾ ಅರ್ಹತೆ ಇತ್ತು. ಆದರೆ ಅವರು ಕುಟುಂಬ ರಾಜಕಾರಣದಿಂದ ಪ್ರಧಾನಿ ಸ್ಥಾನದಿಂದ ವಂಚಿತರಾದರು ಎಂದು ಜಿಲ್ಲಾಧ್ಯಕ್ಷ ಎಂ.ಕೆ.ತಾಜ್‍ಪೀರ್ ಬೇಸರ ವ್ಯಕ್ತಪಡಿಸಿದರು. ಚಿತ್ರದುರ್ಗ ನಗರದ ಜಿಲ್ಲಾ ಕಾಂಗ್ರೆಸ್ ಸಮಿತಿ ಕಚೇರಿಯಲ್ಲಿ ಹಮ್ಮಿಕೊಂಡಿದ್ದ ಬಾಬು ಜಗಜೀವನರಾಂ ಅವರ 39ನೇ ಪುಣ್ಯ ಸ್ಮರಣೆ ಕಾರ್ಯಕ್ರಮದಲ್ಲಿ ಭಾವಚಿತ್ರಕ್ಕೆ ಪುಷ್ಪನಮನ ಸಲ್ಲಿಸಿ ಮಾತನಾಡಿದ ಅವರು, ಬಾಬು ಜಗಜೀವನರಾಂ ಅವರು ಹಿಂದುಳಿದ ವರ್ಗಗಳ ಹಾಗೂ ದಲಿತರ ಏಳಿಗೆಗಾಗಿ ಶ್ರಮಿಸಿದ ಮಹಾನ್ ನಾಯಕರು. ಕೃಷಿ ಸಚಿವರಾಗಿ ದೇಶದಲ್ಲಿ ಹಸಿರು ಕ್ರಾಂತಿಗೆ ನಾಂದಿ ಹಾಡಿದರು. ರಕ್ಷಣಾ ಸಚಿವರಾಗಿ ದೇಶದ ಭದ್ರತೆಗೆ ಹೆಚ್ಚಿನ ಆದ್ಯತೆ ನೀಡಿದರು. ಭಾರತ ದೇಶ ಇಂದು ಆಹಾರದಲ್ಲಿ ಸ್ವಾವಲಂಬಿಯಾಗಿರುವುದಕ್ಕೆ ಅವರ ದೂರದೃಷ್ಟಿಯೇ ಕಾರಣ. ಜಗಜೀವನರಾಂ ಅವರು ದೇಶ ಕಂಡ ಅಪ್ರತಿಮ ಸಂಸದೀಯ ಪಟು ಎಂದು ಬಣ್ಣಿಸಿದರು.: [207, 420, 379, 539]
chikkajajur-caption: ಚಿಕ್ಕಜಾಜೂರಿನಲ್ಲಿ ಏಕಾದಶಿ ಹಬ್ಬದ ಅಂಗವಾಗಿ ಪರಿಶಿಷ್ಟ ಜಾತಿ ಕಾಲೋನಿಯ ಜನರು ಹಿರಿಯರ ಸಮಾಧಿಗಳಿಗೆ ಪೂಜೆ ಸಲ್ಲಿಸಿ ಎಲ್ಲ ತರಹದ ಭಕ್ಷ್ಯಗಳನ್ನು ಸಮಾಧಿಯ ಮುಂದೆ ಇಟ್ಟು ಪೂಜಿಸಿದರು.: [207, 1130, 472, 1149]
kirusuddi-title-a: ಕಿರು: [81, 101, 104, 121]
survey-head: ಆಯ್ದ ಗ್ರಾಪಂಗಳಲ್ಲಿ ಸ್ವಚ್ಛ ಸರ್ವೇಕ್ಷಣಾ ಸರ್ವೆ: [706, 930, 873, 944]
indore-body: ಪಟ್ಟಣದ ಸ್ವಚ್ಛತೆ ಸುಧಾರಣೆ ಹಾಗೂ ಘನತ್ಯಾಜ್ಯ ನಿರ್ವಹಣೆಯ ಬಗ್ಗೆ ಅಧ್ಯಯನ ನಡೆಸಲು ಪುರಸಭೆ ಸದಸ್ಯರು ಮಧ್ಯಪ್ರದೇಶದ ಇಂದೋರ್ ನಗರಕ್ಕೆ ಅಧ್ಯಯನ ಪ್ರವಾಸ ಕೈಗೊಂಡರು. ದೇಶದಲ್ಲಿಯೇ ಸತತವಾಗಿ ಸ್ವಚ್ಛ ನಗರ ಪ್ರಶಸ್ತಿ ಪಡೆದಿರುವ ಇಂದೋರ್ ನಗರದ ಕಸ ವಿಲೇವಾರಿ ಪದ್ಧತಿ, ಮೂಲದಲ್ಲೇ ಕಸ ವಿಂಗಡಣೆ, ಗೊಬ್ಬರ ತಯಾರಿಕೆ ಘಟಕ ಹಾಗೂ ಒಳಚರಂಡಿ ವ್ಯವಸ್ಥೆಯನ್ನು ಸದಸ್ಯರು ವೀಕ್ಷಿಸಿದರು. ಪುರಸಭೆ ಅಧ್ಯಕ್ಷರು ಮಾತನಾಡಿ, ಇಂದೋರ್ ಮಾದರಿಯಲ್ಲಿ ಹೊಳಲ್ಕೆರೆ ಪಟ್ಟಣವನ್ನೂ ಸ್ವಚ್ಛ ಪಟ್ಟಣವನ್ನಾಗಿ ರೂಪಿಸಲು ಯೋಜನೆ ರೂಪಿಸಲಾಗುವುದು. ಸಾರ್ವಜನಿಕರ ಸಹಕಾರದೊಂದಿಗೆ ಪ್ರತಿ ವಾರ್ಡ್‍ನಲ್ಲಿ ಕಸ ವಿಂಗಡಣೆ ಜಾಗೃತಿ ಮೂಡಿಸಲಾಗುವುದು ಎಂದರು. ಪ್ರವಾಸದಲ್ಲಿ ಪುರಸಭೆ ಉಪಾಧ್ಯಕ್ಷರು, ಸದಸ್ಯರು, ಮುಖ್ಯಾಧಿಕಾರಿ ಹಾಗೂ ಆರೋಗ್ಯ ನಿರೀಕ್ಷಕರು ಪಾಲ್ಗೊಂಡಿದ್ದರು. ಇಂದೋರ್ ನಗರ ಪಾಲಿಕೆಯ ಅಧಿಕಾರಿಗಳು ಸದಸ್ಯರಿಗೆ ವಿಸ್ತೃತ ಮಾಹಿತಿ ನೀಡಿದರು.: [489, 770, 915, 819]
kiru-item-5-dateline: ಚಿತ್ರದುರ್ಗ:: [28, 984, 55, 993]
kiru-item-1: [28, 144, 198, 354]
min-temp: 21: [664, 42, 692, 66]
lead-quote-box: [583, 560, 750, 650]
masthead-logo: ಹೊಸ ದಿಗಂತ: [84, 22, 182, 47]
weavers-story: [762, 298, 916, 738]
swamiji-photo: [832, 1230, 916, 1306]
registration-dots-left: [90, 1460, 130, 1472]
bhovi-kicker: ಭೋವಿ ಪೀಠದ ಶ್ರೀ ಇಮ್ಮಡಿ ಸಿದ್ಧರಾಮೇಶ್ವರ ಸ್ವಾಮೀಜಿ ಹೇಳಿಕೆ: [576, 1185, 771, 1196]
lead-col-2-body: ಭಾರತ ದೇಶ ಸ್ವಾತಂತ್ರ್ಯ ಪಡೆದಾಗ 40 ಕೋಟಿ ಜನಸಂಖ್ಯೆ ಇತ್ತು. ಈಗ 140 ಕೋಟಿ ದಾಟಿದೆ. ಆಹಾರ ಉತ್ಪಾದನೆಯಲ್ಲಿ ದೇಶ ಮುಂದೆ ಸಾಗಲು ಜಗಜೀವನರಾಂ ಕಾರಣ ಎಂಬುದನ್ನು ಯಾರೂ ಮರೆಯಬಾರದು. ಬಡವರ, ದಲಿತರ, ಕಾರ್ಮಿಕರ ಪರವಾಗಿ ಕೆಲಸ ಮಾಡಿದ ಅವರು, ಸಮಾನತೆಯ ಸಮಾಜ ನಿರ್ಮಾಣಕ್ಕೆ ಹೋರಾಡಿದರು ಎಂದು ಹೇಳಿದರು. ಕಾರ್ಯಕ್ರಮದಲ್ಲಿ ಕಾಂಗ್ರೆಸ್ ಮುಖಂಡರು, ಪದಾಧಿಕಾರಿಗಳು ಹಾಗೂ ಕಾರ್ಯಕರ್ತರು ಉಪಸ್ಥಿತರಿದ್ದರು.: [387, 599, 575, 659]
bottom-color-strip-left: [28, 1176, 318, 1180]
kiru-item-2: [28, 362, 198, 612]
kiru-item-3-head: ಇಂದು ಸಚಿವ ಶಿವರಾಜ ತಂಗಡಗಿ ಜಿಲ್ಲಾ ಪ್ರವಾಸ: [31, 622, 195, 654]
bhovi-headline: ತೈಲೇಶ್ವರ ಸ್ವಾಮೀಜಿ ಆರೋಪ ನಿರಾಧಾರ: [576, 1200, 832, 1224]
